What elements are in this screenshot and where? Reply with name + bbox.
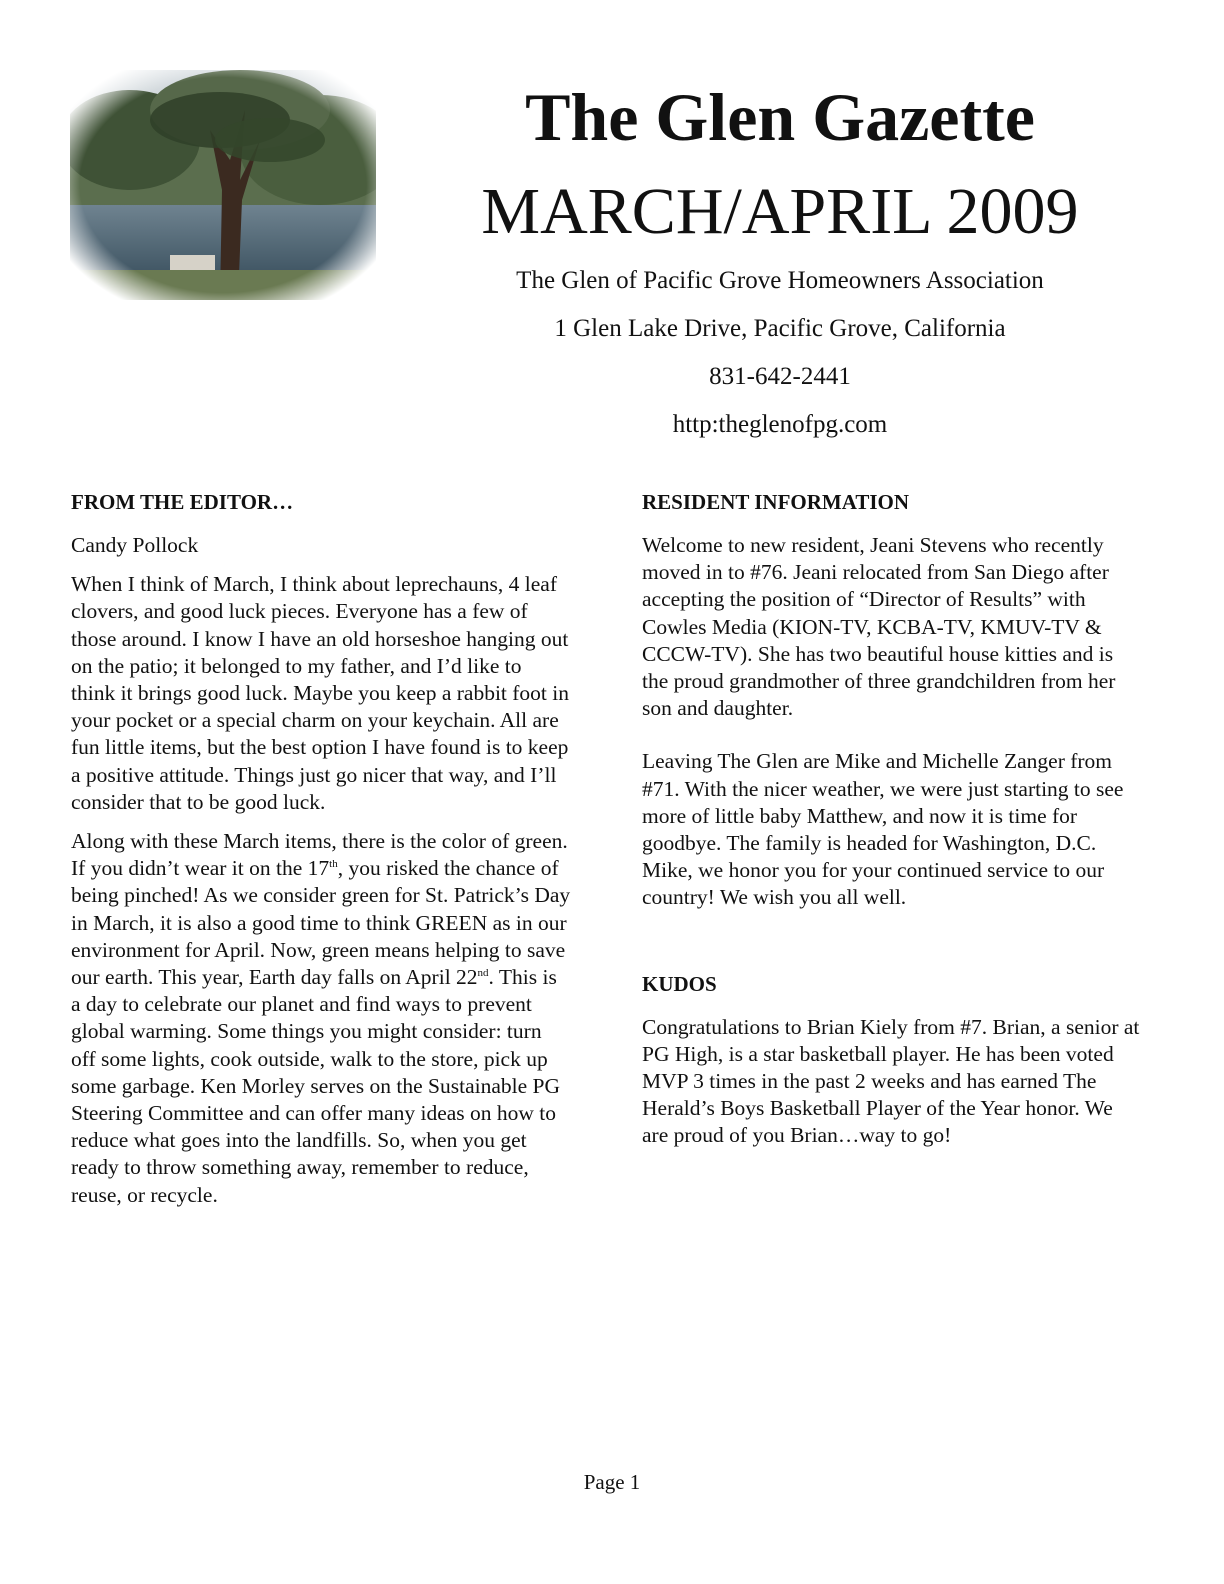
superscript-th: th — [329, 858, 338, 871]
page-number: Page 1 — [583, 1470, 641, 1494]
kudos-paragraph: Congratulations to Brian Kiely from #7. Brian, a senior at PG High, is a star basketball player. He has been voted MVP 3 times in the past 2 weeks and has earned The Herald’s Boys Basketball Player of the Year honor. We are proud of you Brian…way to go! — [642, 1014, 1140, 1148]
newsletter-title: The Glen Gazette — [525, 79, 1035, 155]
editor-author: Candy Pollock — [71, 533, 199, 557]
org-name: The Glen of Pacific Grove Homeowners Association — [516, 267, 1044, 294]
org-website[interactable]: http:theglenofpg.com — [672, 411, 888, 438]
org-address: 1 Glen Lake Drive, Pacific Grove, California — [554, 315, 1006, 342]
org-phone: 831-642-2441 — [709, 363, 851, 390]
editor-paragraph-2: Along with these March items, there is the color of green. If you didn’t wear it on the 17th, you risked the chance of being pinched! As we consider green for St. Patrick’s Day in March, it is also a good time to think GREEN as in our environment for April. Now, green means helping to save our earth. This year, Earth day falls on April 22nd. This is a day to celebrate our planet and find ways to prevent global warming. Some things you might consider: turn off some lights, cook outside, walk to the store, pick up some garbage. Ken Morley serves on the Sustainable PG Steering Committee and can offer many ideas on how to reduce what goes into the landfills. So, when you get ready to throw something away, remember to reduce, reuse, or recycle. — [71, 829, 571, 1207]
resident-paragraph-1: Welcome to new resident, Jeani Stevens who recently moved in to #76. Jeani relocated from San Diego after accepting the position of “Director of Results” with Cowles Media (KION-TV, KCBA-TV, KMUV-TV & CCCW-TV). She has two beautiful house kitties and is the proud grandmother of three grandchildren from her son and daughter. — [642, 533, 1116, 721]
masthead-photo — [70, 70, 376, 300]
superscript-nd: nd — [477, 966, 489, 979]
editor-column — [71, 488, 571, 1221]
kudos-heading: KUDOS — [642, 971, 717, 996]
editor-paragraph-1: When I think of March, I think about leprechauns, 4 leaf clovers, and good luck pieces. Everyone has a few of those around. I know I have an old horseshoe hanging out on the patio; it belonged to my father, and I’d like to think it brings good luck. Maybe you keep a rabbit foot in your pocket or a special charm on your keychain. All are fun little items, but the best option I have found is to keep a positive attitude. Things just go nicer that way, and I’ll consider that to be good luck. — [71, 572, 569, 814]
resident-paragraph-2: Leaving The Glen are Mike and Michelle Zanger from #71. With the nicer weather, we were just starting to see more of little baby Matthew, and now it is time for goodbye. The family is headed for Washington, D.C. Mike, we honor you for your continued service to our country! We wish you all well. — [642, 749, 1124, 910]
editor-heading: FROM THE EDITOR… — [71, 490, 294, 514]
issue-date: MARCH/APRIL 2009 — [481, 175, 1079, 248]
resident-column — [642, 488, 1142, 1162]
resident-heading: RESIDENT INFORMATION — [642, 490, 910, 514]
